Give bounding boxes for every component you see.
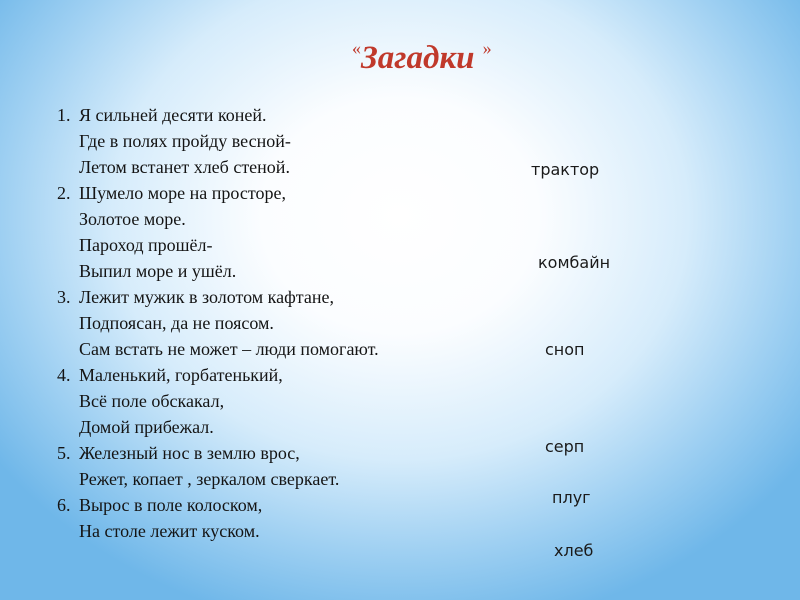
riddle-item-1 bbox=[57, 102, 379, 180]
answer-sheaf: сноп bbox=[545, 340, 585, 359]
riddle-item-4 bbox=[57, 362, 379, 440]
riddle-line: Подпоясан, да не поясом. bbox=[79, 313, 274, 333]
riddle-line: Вырос в поле колоском, bbox=[79, 495, 263, 515]
riddle-number: 3. bbox=[57, 287, 71, 307]
title-open-quote: « bbox=[352, 38, 361, 58]
riddle-line: Шумело море на просторе, bbox=[79, 183, 286, 203]
riddle-item-6 bbox=[57, 492, 379, 544]
riddle-number: 4. bbox=[57, 365, 71, 385]
riddle-line: Маленький, горбатенький, bbox=[79, 365, 283, 385]
answer-plough: плуг bbox=[552, 488, 591, 507]
riddle-number: 1. bbox=[57, 105, 71, 125]
riddle-list bbox=[57, 102, 379, 544]
riddle-line: На столе лежит куском. bbox=[79, 521, 260, 541]
slide-title bbox=[352, 38, 492, 77]
riddle-line: Где в полях пройду весной- bbox=[79, 131, 291, 151]
riddle-line: Всё поле обскакал, bbox=[79, 391, 225, 411]
riddle-line: Сам встать не может – люди помогают. bbox=[79, 339, 379, 359]
riddle-line: Домой прибежал. bbox=[79, 417, 214, 437]
riddle-line: Пароход прошёл- bbox=[79, 235, 213, 255]
riddle-number: 5. bbox=[57, 443, 71, 463]
riddle-line: Я сильней десяти коней. bbox=[79, 105, 267, 125]
riddle-line: Выпил море и ушёл. bbox=[79, 261, 237, 281]
riddle-line: Лежит мужик в золотом кафтане, bbox=[79, 287, 334, 307]
riddle-number: 6. bbox=[57, 495, 71, 515]
riddle-line: Летом встанет хлеб стеной. bbox=[79, 157, 290, 177]
answer-tractor: трактор bbox=[531, 160, 600, 179]
answer-combine: комбайн bbox=[538, 253, 611, 272]
answer-bread: хлеб bbox=[554, 541, 594, 560]
riddle-line: Золотое море. bbox=[79, 209, 186, 229]
riddle-line: Железный нос в землю врос, bbox=[79, 443, 300, 463]
riddle-item-3 bbox=[57, 284, 379, 362]
riddle-number: 2. bbox=[57, 183, 71, 203]
riddle-item-5 bbox=[57, 440, 379, 492]
title-close-quote: » bbox=[482, 38, 492, 58]
riddle-item-2 bbox=[57, 180, 379, 284]
riddle-line: Режет, копает , зеркалом сверкает. bbox=[79, 469, 340, 489]
title-text: Загадки bbox=[361, 40, 483, 76]
answer-sickle: серп bbox=[545, 437, 585, 456]
